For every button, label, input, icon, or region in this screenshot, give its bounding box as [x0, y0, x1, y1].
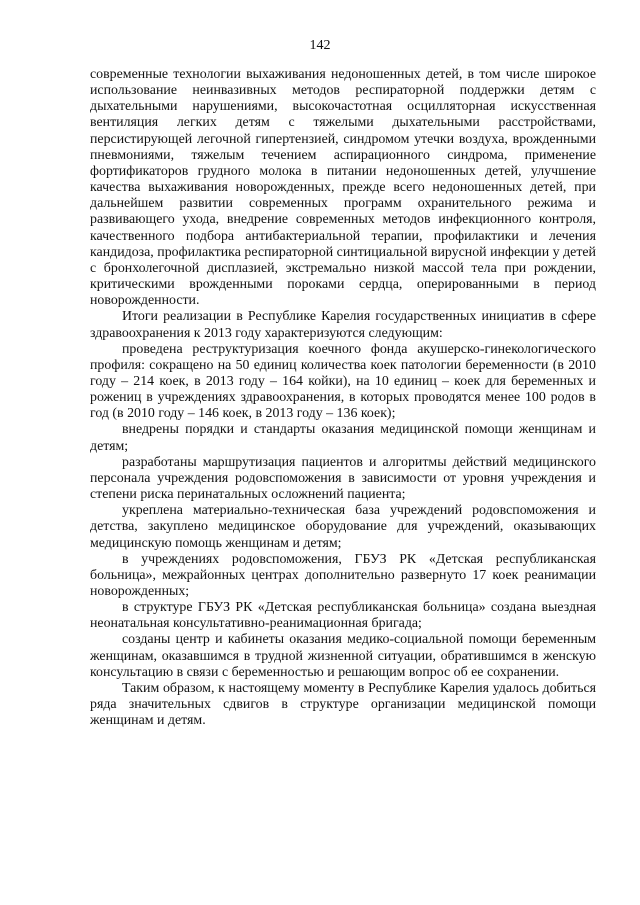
paragraph-reanimation-beds: в учреждениях родовспоможения, ГБУЗ РК «Детская республиканская больница», межрайонных центрах дополнительно развернуто 17 коек реанимации новорожденных;	[90, 551, 596, 599]
paragraph-standards: внедрены порядки и стандарты оказания медицинской помощи женщинам и детям;	[90, 422, 596, 454]
paragraph-results-intro: Итоги реализации в Республике Карелия государственных инициатив в сфере здравоохранения к 2013 году характеризуются следующим:	[90, 309, 596, 341]
document-body	[90, 67, 596, 729]
paragraph-restructuring: проведена реструктуризация коечного фонда акушерско-гинекологического профиля: сокращено на 50 единиц количества коек патологии беременности (в 2010 году – 214 коек, в 2013 году – 164 койки), на 10 единиц – коек для беременных и рожениц в учреждениях здравоохранения, в которых проводятся менее 100 родов в год (в 2010 году – 146 коек, в 2013 году – 136 коек);	[90, 341, 596, 422]
page-number: 142	[309, 38, 331, 53]
paragraph-routing: разработаны маршрутизация пациентов и алгоритмы действий медицинского персонала учреждения родовспоможения в зависимости от уровня учреждения и степени риска перинатальных осложнений пациента;	[90, 454, 596, 503]
paragraph-neonatal-team: в структуре ГБУЗ РК «Детская республиканская больница» создана выездная неонатальная консультативно-реанимационная бригада;	[90, 600, 596, 632]
paragraph-equipment: укреплена материально-техническая база учреждений родовспоможения и детства, закуплено медицинское оборудование для учреждений, оказывающих медицинскую помощь женщинам и детям;	[90, 503, 596, 551]
paragraph-conclusion: Таким образом, к настоящему моменту в Республике Карелия удалось добиться ряда значительных сдвигов в структуре организации медицинской помощи женщинам и детям.	[90, 680, 596, 729]
paragraph-social-help: созданы центр и кабинеты оказания медико-социальной помощи беременным женщинам, оказавшимся в трудной жизненной ситуации, обратившимся в женскую консультацию в связи с беременностью и решающим вопрос об ее сохранении.	[90, 632, 596, 680]
paragraph-technologies: современные технологии выхаживания недоношенных детей, в том числе широкое использование неинвазивных методов респираторной поддержки детям с дыхательными нарушениями, высокочастотная осцилляторная искусственная вентиляция легких детям с тяжелыми дыхательными расстройствами, персистирующей легочной гипертензией, синдромом утечки воздуха, врожденными пневмониями, тяжелым течением аспирационного синдрома, применение фортификаторов грудного молока в питании недоношенных детей, улучшение качества выхаживания новорожденных, прежде всего недоношенных детей, при дальнейшем развитии современных программ охранительного режима и развивающего ухода, внедрение современных методов инфекционного контроля, качественного подбора антибактериальной терапии, профилактики и лечения кандидоза, профилактика респираторной синтициальной вирусной инфекции у детей с бронхолегочной дисплазией, экстремально низкой массой тела при рождении, критическими врожденными пороками сердца, оперированными в период новорожденности.	[90, 67, 596, 309]
